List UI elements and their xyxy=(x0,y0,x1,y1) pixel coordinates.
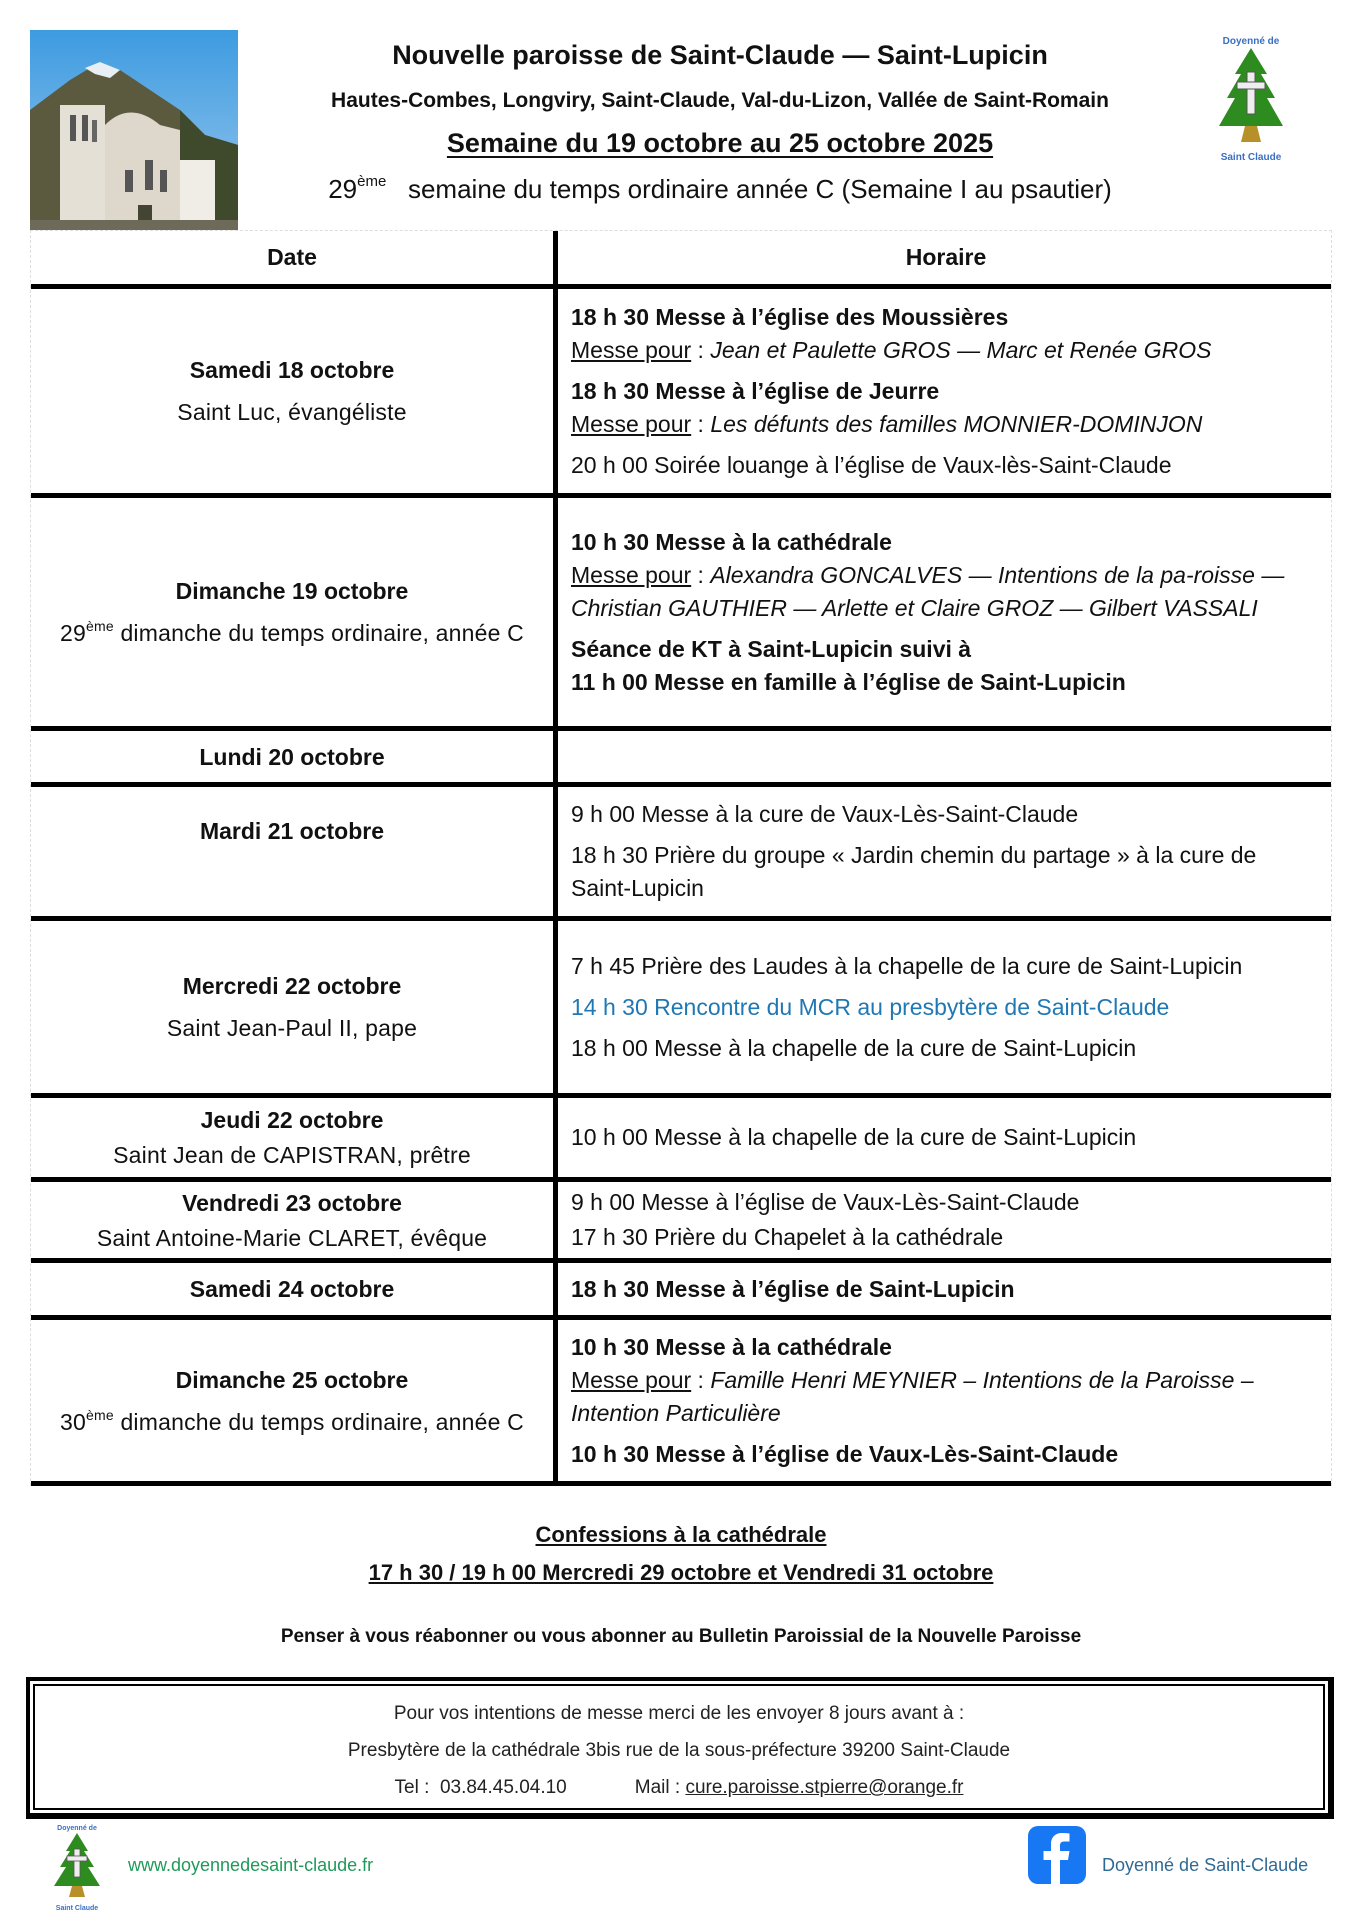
time-cell xyxy=(558,1098,1331,1177)
time-cell xyxy=(558,498,1331,726)
website-link[interactable]: www.doyennedesaint-claude.fr xyxy=(128,1855,374,1875)
page-title: Nouvelle paroisse de Saint-Claude — Saint-Lupicin xyxy=(392,40,1048,70)
confessions-times: 17 h 30 / 19 h 00 Mercredi 29 octobre et Vendredi 31 octobre xyxy=(368,1560,994,1585)
event: 18 h 30 Messe à l’église de Jeurre xyxy=(571,377,940,404)
feast-label: 29ème dimanche du temps ordinaire, année C xyxy=(60,618,524,646)
day-label: Dimanche 19 octobre xyxy=(175,578,409,604)
time-cell xyxy=(558,1263,1331,1315)
mass-intention: Messe pour : Jean et Paulette GROS — Marc et Renée GROS xyxy=(571,336,1212,363)
event: 10 h 30 Messe à l’église de Vaux-Lès-Saint-Claude xyxy=(571,1440,1119,1467)
table-row xyxy=(31,731,1331,787)
cathedral-photo xyxy=(30,30,238,230)
time-column-header: Horaire xyxy=(905,244,987,270)
date-cell xyxy=(31,498,558,726)
schedule-table xyxy=(30,230,1332,1486)
event: 10 h 00 Messe à la chapelle de la cure de Saint-Lupicin xyxy=(571,1124,1137,1150)
table-row xyxy=(31,1263,1331,1320)
logo-bottom-text: Saint Claude xyxy=(1220,152,1282,163)
table-header-row xyxy=(31,231,1331,289)
day-label: Lundi 20 octobre xyxy=(199,743,385,770)
email-link[interactable]: cure.paroisse.stpierre@orange.fr xyxy=(685,1777,964,1798)
week-range: Semaine du 19 octobre au 25 octobre 2025 xyxy=(446,128,994,158)
date-cell xyxy=(31,1263,558,1315)
day-label: Dimanche 25 octobre xyxy=(175,1366,409,1393)
event: 9 h 00 Messe à la cure de Vaux-Lès-Saint-Claude xyxy=(571,801,1079,827)
event: 18 h 30 Messe à l’église des Moussières xyxy=(571,303,1009,330)
date-header-cell xyxy=(31,231,558,284)
event: 18 h 30 Messe à l’église de Saint-Lupicin xyxy=(571,1275,1015,1302)
table-row xyxy=(31,498,1331,731)
day-label: Samedi 24 octobre xyxy=(189,1276,395,1302)
table-row xyxy=(31,1320,1331,1486)
mail-label: Mail : xyxy=(634,1777,681,1798)
feast-label: Saint Jean-Paul II, pape xyxy=(166,1015,418,1041)
feast-label: Saint Antoine-Marie CLARET, évêque xyxy=(96,1224,488,1251)
date-cell xyxy=(31,1320,558,1481)
feast-label: Saint Jean de CAPISTRAN, prêtre xyxy=(113,1142,471,1168)
presbytery-address: Presbytère de la cathédrale 3bis rue de la sous-préfecture 39200 Saint-Claude xyxy=(347,1740,1011,1761)
event: 18 h 00 Messe à la chapelle de la cure de Saint-Lupicin xyxy=(571,1034,1137,1061)
table-row xyxy=(31,787,1331,921)
time-cell xyxy=(558,289,1331,493)
mass-intention: Messe pour : Alexandra GONCALVES — Intentions de la pa-roisse — Christian GAUTHIER — Arlette et Claire GROZ — Gilbert VASSALI xyxy=(571,561,1285,621)
tel-label: Tel : xyxy=(394,1777,430,1798)
date-cell xyxy=(31,289,558,493)
feast-label: 30ème dimanche du temps ordinaire, année C xyxy=(60,1406,524,1435)
event: 11 h 00 Messe en famille à l’église de Saint-Lupicin xyxy=(571,668,1126,695)
event: 17 h 30 Prière du Chapelet à la cathédrale xyxy=(571,1224,1004,1250)
date-cell xyxy=(31,921,558,1093)
date-cell xyxy=(31,1098,558,1177)
day-label: Mardi 21 octobre xyxy=(199,817,385,844)
event: 18 h 30 Prière du groupe « Jardin chemin du partage » à la cure de Saint-Lupicin xyxy=(571,842,1257,901)
date-cell xyxy=(31,1182,558,1258)
svg-text:Saint Claude: Saint Claude xyxy=(55,1905,99,1912)
facebook-icon[interactable] xyxy=(1028,1826,1086,1884)
event: 20 h 00 Soirée louange à l’église de Vaux-lès-Saint-Claude xyxy=(571,451,1172,478)
mass-intention: Messe pour : Famille Henri MEYNIER – Intentions de la Paroisse – Intention Particulière xyxy=(571,1366,1254,1426)
day-label: Samedi 18 octobre xyxy=(189,357,395,383)
event-highlighted: 14 h 30 Rencontre du MCR au presbytère de Saint-Claude xyxy=(571,993,1170,1020)
time-cell xyxy=(558,787,1331,916)
doyenne-logo-small xyxy=(44,1822,110,1917)
time-cell xyxy=(558,921,1331,1093)
contact-line xyxy=(35,1769,1323,1806)
logo-top-text: Doyenné de xyxy=(1222,36,1280,47)
mass-intention: Messe pour : Les défunts des familles MONNIER-DOMINJON xyxy=(571,410,1203,437)
svg-text:Doyenné de: Doyenné de xyxy=(57,1825,97,1832)
intentions-note: Pour vos intentions de messe merci de les envoyer 8 jours avant à : xyxy=(393,1703,965,1724)
time-header-cell xyxy=(558,231,1331,284)
event: 7 h 45 Prière des Laudes à la chapelle de la cure de Saint-Lupicin xyxy=(571,952,1243,979)
tel-number[interactable]: 03.84.45.04.10 xyxy=(439,1777,567,1798)
table-row xyxy=(31,921,1331,1098)
time-cell xyxy=(558,731,1331,782)
event: 9 h 00 Messe à l’église de Vaux-Lès-Saint-Claude xyxy=(571,1189,1080,1215)
doyenne-logo xyxy=(1205,34,1297,174)
contact-box xyxy=(26,1677,1334,1819)
feast-label: Saint Luc, évangéliste xyxy=(177,399,407,425)
event: Séance de KT à Saint-Lupicin suivi à xyxy=(571,635,972,662)
table-row xyxy=(31,289,1331,498)
day-label: Jeudi 22 octobre xyxy=(200,1107,384,1133)
date-cell xyxy=(31,787,558,916)
liturgical-week: 29ème semaine du temps ordinaire année C (Semaine I au psautier) xyxy=(328,173,1112,204)
time-cell xyxy=(558,1182,1331,1258)
date-cell xyxy=(31,731,558,782)
event: 10 h 30 Messe à la cathédrale xyxy=(571,1333,892,1360)
parish-places: Hautes-Combes, Longviry, Saint-Claude, Val-du-Lizon, Vallée de Saint-Romain xyxy=(331,89,1109,112)
table-row xyxy=(31,1182,1331,1263)
date-column-header: Date xyxy=(267,244,317,270)
day-label: Vendredi 23 octobre xyxy=(182,1189,402,1216)
time-cell xyxy=(558,1320,1331,1481)
table-row xyxy=(31,1098,1331,1182)
event: 10 h 30 Messe à la cathédrale xyxy=(571,528,892,555)
subscription-reminder: Penser à vous réabonner ou vous abonner au Bulletin Paroissial de la Nouvelle Paroisse xyxy=(280,1626,1082,1647)
day-label: Mercredi 22 octobre xyxy=(182,973,402,999)
facebook-page-link[interactable]: Doyenné de Saint-Claude xyxy=(1102,1855,1309,1875)
confessions-title: Confessions à la cathédrale xyxy=(535,1522,827,1547)
